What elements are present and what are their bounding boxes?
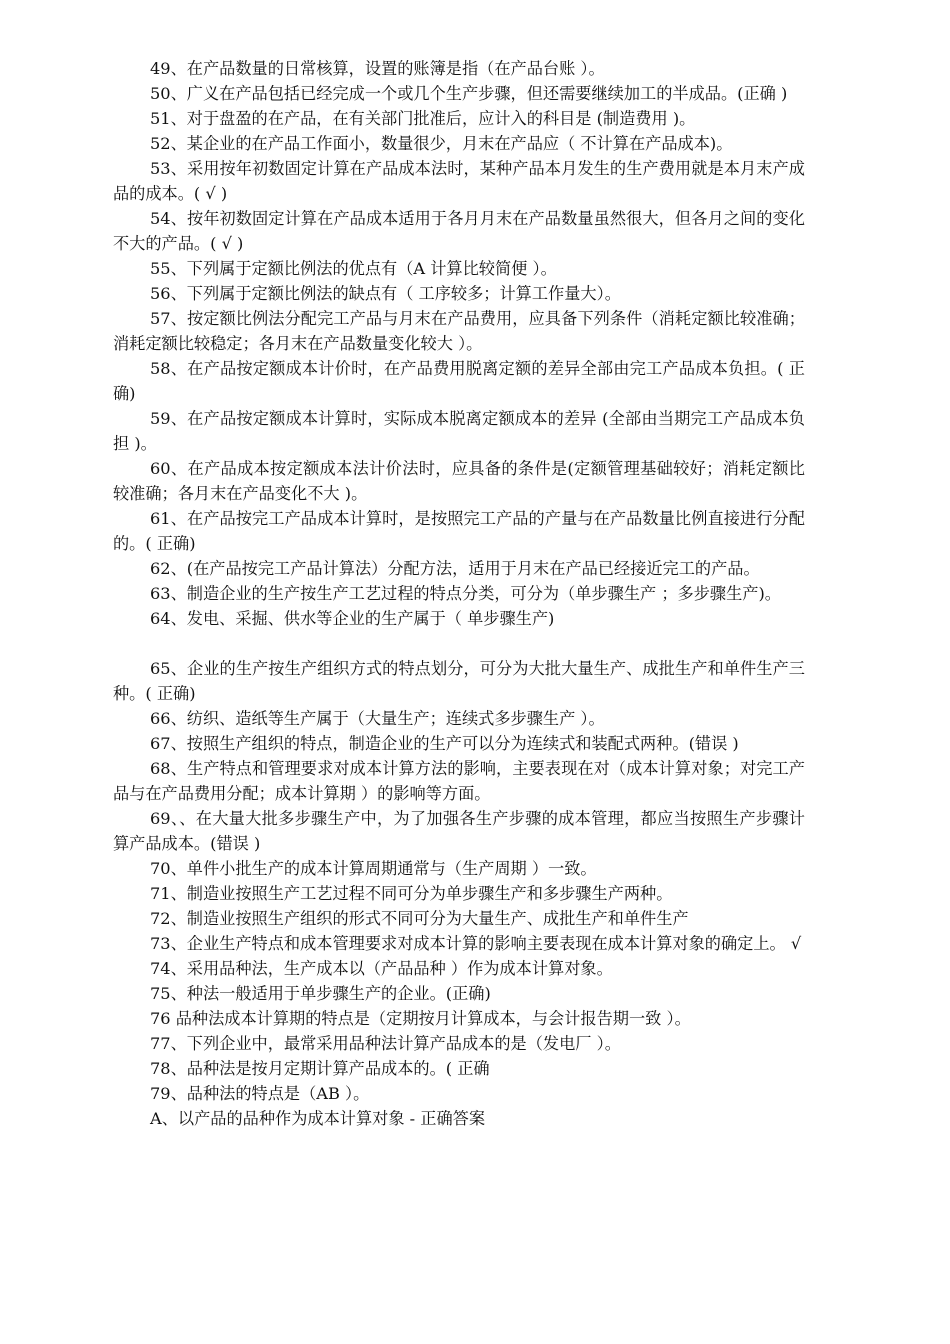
question-49: 49、在产品数量的日常核算，设置的账簿是指（在产品台账 ）。	[150, 59, 605, 78]
question-64: 64、发电、采掘、供水等企业的生产属于（ 单步骤生产)	[150, 609, 555, 628]
question-77: 77、下列企业中，最常采用品种法计算产品成本的是（发电厂 ）。	[150, 1034, 621, 1053]
question-73: 73、企业生产特点和成本管理要求对成本计算的影响主要表现在成本计算对象的确定上。 √	[150, 934, 802, 953]
question-66: 66、纺织、造纸等生产属于（大量生产；连续式多步骤生产 ）。	[150, 709, 605, 728]
blank-line	[113, 631, 805, 656]
question-62: 62、(在产品按完工产品计算法）分配方法，适用于月末在产品已经接近完工的产品。	[150, 559, 760, 578]
document-body	[113, 56, 805, 1131]
question-69: 69、、在大量大批多步骤生产中，为了加强各生产步骤的成本管理，都应当按照生产步骤计算产品成本。(错误 )	[113, 809, 805, 853]
question-56: 56、下列属于定额比例法的缺点有（ 工序较多；计算工作量大）。	[150, 284, 621, 303]
question-65: 65、企业的生产按生产组织方式的特点划分，可分为大批大量生产、成批生产和单件生产三种。( 正确)	[113, 659, 805, 703]
question-70: 70、单件小批生产的成本计算周期通常与（生产周期 ）一致。	[150, 859, 597, 878]
question-53: 53、采用按年初数固定计算在产品成本法时，某种产品本月发生的生产费用就是本月末产成品的成本。( √ )	[113, 159, 805, 203]
question-51: 51、对于盘盈的在产品，在有关部门批准后，应计入的科目是 (制造费用 )。	[150, 109, 696, 128]
question-67: 67、按照生产组织的特点，制造企业的生产可以分为连续式和装配式两种。(错误 )	[150, 734, 739, 753]
question-61: 61、在产品按完工产品成本计算时，是按照完工产品的产量与在产品数量比例直接进行分配的。( 正确)	[113, 509, 805, 553]
question-54: 54、按年初数固定计算在产品成本适用于各月月末在产品数量虽然很大，但各月之间的变化不大的产品。( √ )	[113, 209, 805, 253]
question-71: 71、制造业按照生产工艺过程不同可分为单步骤生产和多步骤生产两种。	[150, 884, 673, 903]
question-75: 75、种法一般适用于单步骤生产的企业。(正确)	[150, 984, 491, 1003]
answer-option-a: A、以产品的品种作为成本计算对象 - 正确答案	[150, 1109, 486, 1128]
question-55: 55、下列属于定额比例法的优点有（A 计算比较简便 ）。	[150, 259, 557, 278]
question-57: 57、按定额比例法分配完工产品与月末在产品费用，应具备下列条件（消耗定额比较准确；消耗定额比较稳定；各月末在产品数量变化较大 ）。	[113, 309, 805, 353]
question-79: 79、品种法的特点是（AB ）。	[150, 1084, 370, 1103]
question-76: 76 品种法成本计算期的特点是（定期按月计算成本，与会计报告期一致 ）。	[150, 1009, 691, 1028]
question-72: 72、制造业按照生产组织的形式不同可分为大量生产、成批生产和单件生产	[150, 909, 689, 928]
question-68: 68、生产特点和管理要求对成本计算方法的影响，主要表现在对（成本计算对象；对完工产品与在产品费用分配；成本计算期 ）的影响等方面。	[113, 759, 805, 803]
question-50: 50、广义在产品包括已经完成一个或几个生产步骤，但还需要继续加工的半成品。(正确 )	[150, 84, 788, 103]
question-58: 58、在产品按定额成本计价时，在产品费用脱离定额的差异全部由完工产品成本负担。( 正确)	[113, 359, 805, 403]
question-59: 59、在产品按定额成本计算时，实际成本脱离定额成本的差异 (全部由当期完工产品成本负担 )。	[113, 409, 805, 453]
question-63: 63、制造企业的生产按生产工艺过程的特点分类，可分为（单步骤生产 ；多步骤生产)。	[150, 584, 781, 603]
question-78: 78、品种法是按月定期计算产品成本的。( 正确	[150, 1059, 490, 1078]
question-74: 74、采用品种法，生产成本以（产品品种 ）作为成本计算对象。	[150, 959, 613, 978]
question-60: 60、在产品成本按定额成本法计价法时，应具备的条件是(定额管理基础较好；消耗定额比较准确；各月末在产品变化不大 )。	[113, 459, 805, 503]
question-52: 52、某企业的在产品工作面小，数量很少，月末在产品应（ 不计算在产品成本)。	[150, 134, 733, 153]
